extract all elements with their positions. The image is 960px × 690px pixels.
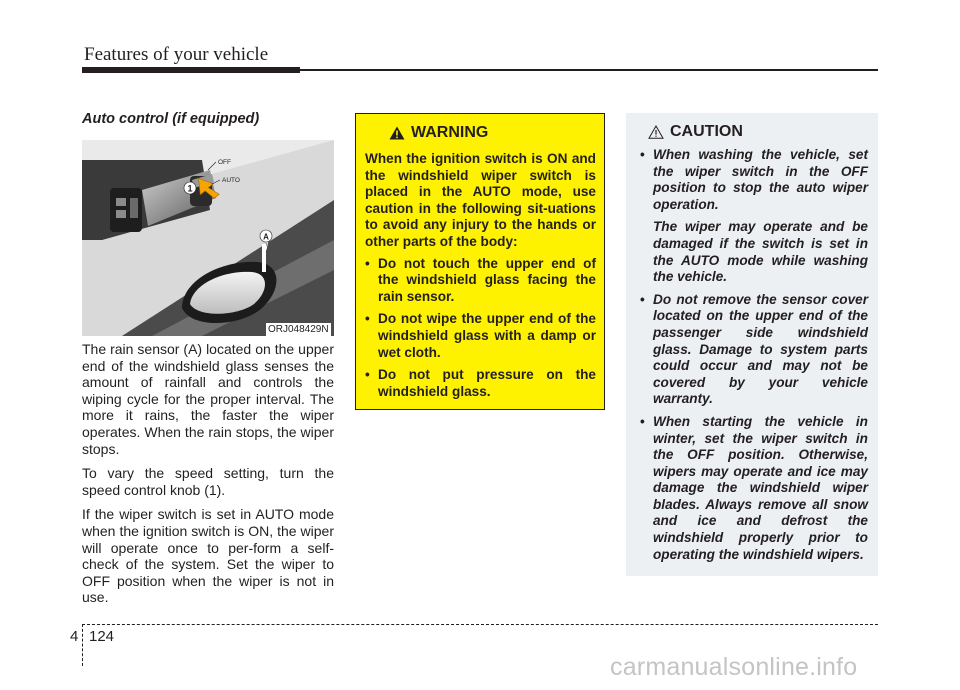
footer-divider bbox=[82, 624, 83, 666]
footer-rule bbox=[82, 624, 878, 625]
section-heading: Auto control (if equipped) bbox=[82, 111, 260, 127]
header-bar bbox=[82, 67, 300, 73]
paragraph: To vary the speed setting, turn the speed control knob (1). bbox=[82, 465, 334, 498]
caution-list bbox=[640, 147, 868, 563]
list-item: • Do not put pressure on the windshield glass. bbox=[365, 367, 596, 400]
page-header-title: Features of your vehicle bbox=[84, 44, 269, 65]
warning-title: WARNING bbox=[411, 124, 489, 141]
page-number: 124 bbox=[89, 628, 115, 645]
caution-text: • Do not remove the sensor cover located on the upper end of the passenger side windshield glass. Damage to system parts could occur and may not be covered by your vehicle warranty. bbox=[653, 291, 868, 407]
section-number: 4 bbox=[70, 628, 79, 645]
callout-off: OFF bbox=[218, 159, 231, 166]
body-text bbox=[82, 341, 334, 614]
paragraph: The rain sensor (A) located on the upper end of the windshield glass senses the amount of rainfall and controls the wiping cycle for the proper interval. The more it rains, the faster the wiper operates. When the rain stops, the wiper stops. bbox=[82, 341, 334, 457]
callout-1: 1 bbox=[187, 183, 193, 194]
header-rule bbox=[300, 69, 878, 71]
warning-intro: When the ignition switch is ON and the windshield wiper switch is placed in the AUTO mode, use caution in the following sit-uations to avoid any injury to the hands or other parts of the body: bbox=[365, 151, 596, 249]
warning-list bbox=[365, 256, 596, 401]
caution-text: • When starting the vehicle in winter, set the wiper switch in the OFF position. Otherwise, wipers may operate and ice may damage the windshield wiper blades. Always remove all snow and ice and defrost the windshield properly prior to operating the windshield wipers. bbox=[653, 413, 868, 562]
caution-text: The wiper may operate and be damaged if the switch is set in the AUTO mode while washing the vehicle. bbox=[653, 219, 868, 285]
caution-title: CAUTION bbox=[670, 123, 743, 140]
paragraph: If the wiper switch is set in AUTO mode when the ignition switch is ON, the wiper will operate once to per-form a self-check of the system. Set the wiper to OFF position when the wiper is not in use. bbox=[82, 506, 334, 606]
warning-header bbox=[389, 124, 596, 142]
wiper-switch-figure bbox=[82, 140, 334, 336]
warning-box bbox=[355, 113, 605, 410]
caution-header bbox=[648, 123, 868, 141]
list-item bbox=[640, 414, 868, 563]
caution-text: • When washing the vehicle, set the wiper switch in the OFF position to stop the auto wiper operation. bbox=[653, 147, 868, 212]
list-item bbox=[640, 292, 868, 408]
callout-a: A bbox=[263, 232, 269, 242]
list-item bbox=[640, 147, 868, 286]
warning-triangle-icon bbox=[389, 126, 405, 140]
callout-auto: AUTO bbox=[222, 177, 240, 184]
watermark: carmanualsonline.info bbox=[610, 653, 858, 681]
caution-box bbox=[626, 113, 878, 576]
wiper-illustration bbox=[82, 140, 334, 336]
list-item: • Do not touch the upper end of the windshield glass facing the rain sensor. bbox=[365, 256, 596, 306]
figure-code: ORJ048429N bbox=[268, 324, 329, 335]
list-item: • Do not wipe the upper end of the windshield glass with a damp or wet cloth. bbox=[365, 311, 596, 361]
caution-triangle-icon bbox=[648, 125, 664, 139]
